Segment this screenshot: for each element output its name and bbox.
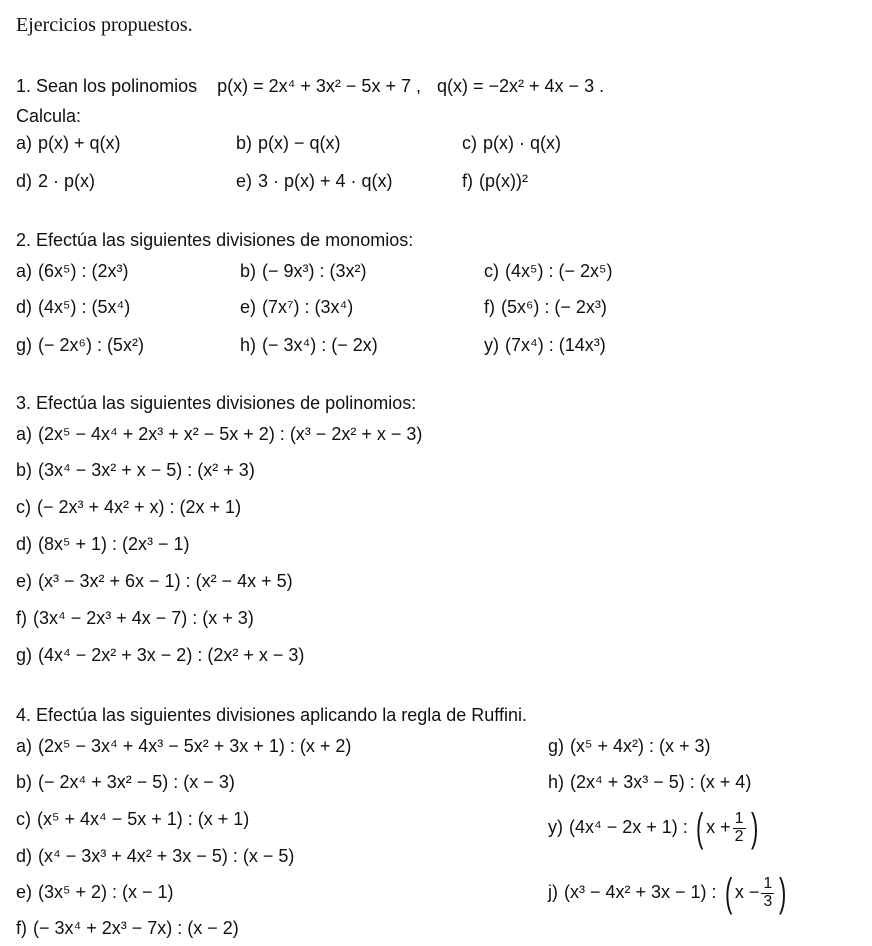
item-label: d)	[16, 297, 33, 317]
item-expr: 3 · p(x) + 4 · q(x)	[258, 171, 393, 191]
item-label: h)	[240, 335, 257, 355]
ex2-item-a	[16, 261, 128, 282]
right-paren: )	[779, 871, 787, 915]
item-label: e)	[16, 571, 33, 591]
ex4-item-d	[16, 846, 294, 867]
item-label: e)	[16, 882, 33, 902]
ex4-item-h	[548, 772, 751, 793]
item-label: a)	[16, 261, 33, 281]
ex3-item-e	[16, 571, 293, 592]
frac-prefix: x −	[734, 881, 760, 902]
ex3-header: 3. Efectúa las siguientes divisiones de polinomios:	[16, 393, 417, 413]
item-expr: (7x⁴) : (14x³)	[505, 335, 606, 355]
right-paren: )	[750, 806, 758, 850]
ex1-item-a	[16, 133, 121, 154]
item-label: a)	[16, 736, 33, 756]
item-expr: (2x⁵ − 3x⁴ + 4x³ − 5x² + 3x + 1) : (x + 2)	[38, 736, 352, 756]
ex1-item-f	[462, 171, 528, 192]
ex4-item-g	[548, 736, 711, 757]
item-label: f)	[16, 918, 27, 938]
item-expr: (4x⁴ − 2x + 1) :	[569, 816, 688, 837]
item-label: b)	[16, 772, 33, 792]
item-expr: (x³ − 3x² + 6x − 1) : (x² − 4x + 5)	[38, 571, 293, 591]
ex4-item-a	[16, 736, 351, 757]
item-label: f)	[462, 171, 473, 191]
ex4-item-j	[548, 873, 790, 913]
item-label: g)	[548, 736, 565, 756]
ex2-item-b	[240, 261, 367, 282]
ex1-item-c	[462, 133, 561, 154]
item-expr: (− 2x⁶) : (5x²)	[38, 335, 144, 355]
item-expr: (− 2x⁴ + 3x² − 5) : (x − 3)	[38, 772, 235, 792]
item-label: c)	[484, 261, 499, 281]
left-paren: (	[724, 871, 732, 915]
item-label: a)	[16, 133, 33, 153]
item-expr: (− 2x³ + 4x² + x) : (2x + 1)	[37, 497, 242, 517]
ex1-p-definition: p(x) = 2x⁴ + 3x² − 5x + 7 ,	[217, 76, 421, 96]
item-expr: (− 3x⁴) : (− 2x)	[262, 335, 378, 355]
item-expr: (− 3x⁴ + 2x³ − 7x) : (x − 2)	[33, 918, 239, 938]
item-label: c)	[462, 133, 477, 153]
fraction-denominator: 2	[734, 827, 744, 845]
item-expr: (2x⁴ + 3x³ − 5) : (x + 4)	[570, 772, 752, 792]
frac-prefix: x +	[706, 816, 731, 837]
ex3-item-g	[16, 645, 304, 666]
fraction-one-half	[733, 811, 746, 846]
item-expr: (4x⁴ − 2x² + 3x − 2) : (2x² + x − 3)	[38, 645, 305, 665]
ex2-item-f	[484, 297, 607, 318]
ex2-item-c	[484, 261, 612, 282]
item-label: y)	[484, 335, 499, 355]
item-label: b)	[16, 460, 33, 480]
ex4-item-b	[16, 772, 235, 793]
item-label: e)	[236, 171, 253, 191]
item-expr: 2 · p(x)	[38, 171, 96, 191]
item-expr: (x⁴ − 3x³ + 4x² + 3x − 5) : (x − 5)	[38, 846, 295, 866]
ex1-item-e	[236, 171, 393, 192]
item-label: j)	[548, 881, 558, 902]
ex3-item-b	[16, 460, 255, 481]
item-expr: (x³ − 4x² + 3x − 1) :	[564, 881, 717, 902]
ex2-item-e	[240, 297, 353, 318]
ex1-q-definition: q(x) = −2x² + 4x − 3 .	[437, 76, 605, 96]
ex1-header-line	[16, 76, 604, 97]
item-label: h)	[548, 772, 565, 792]
ex3-item-c	[16, 497, 241, 518]
ex1-header: 1. Sean los polinomios	[16, 76, 198, 96]
item-label: b)	[240, 261, 257, 281]
item-label: e)	[240, 297, 257, 317]
item-expr: (2x⁵ − 4x⁴ + 2x³ + x² − 5x + 2) : (x³ − 2x² + x − 3)	[38, 424, 423, 444]
item-label: g)	[16, 645, 33, 665]
item-expr: p(x) + q(x)	[38, 133, 121, 153]
ex4-item-f	[16, 918, 239, 939]
item-label: a)	[16, 424, 33, 444]
item-label: b)	[236, 133, 253, 153]
ex2-header: 2. Efectúa las siguientes divisiones de monomios:	[16, 230, 414, 250]
item-expr: (p(x))²	[479, 171, 528, 191]
item-expr: (4x⁵) : (5x⁴)	[38, 297, 131, 317]
item-label: f)	[484, 297, 495, 317]
item-expr: (6x⁵) : (2x³)	[38, 261, 129, 281]
ex2-item-y	[484, 335, 606, 356]
ex4-header: 4. Efectúa las siguientes divisiones aplicando la regla de Ruffini.	[16, 705, 527, 725]
item-expr: (x⁵ + 4x²) : (x + 3)	[570, 736, 711, 756]
page-title: Ejercicios propuestos.	[16, 14, 193, 36]
item-expr: (8x⁵ + 1) : (2x³ − 1)	[38, 534, 190, 554]
item-expr: (3x⁵ + 2) : (x − 1)	[38, 882, 174, 902]
item-expr: p(x) − q(x)	[258, 133, 341, 153]
item-label: c)	[16, 497, 31, 517]
left-paren: (	[695, 806, 704, 850]
ex3-item-f	[16, 608, 254, 629]
ex1-item-d	[16, 171, 95, 192]
item-expr: (3x⁴ − 3x² + x − 5) : (x² + 3)	[38, 460, 255, 480]
item-expr: (4x⁵) : (− 2x⁵)	[505, 261, 613, 281]
fraction-numerator: 1	[763, 874, 773, 892]
ex2-item-g	[16, 335, 144, 356]
item-label: d)	[16, 171, 33, 191]
item-expr: (3x⁴ − 2x³ + 4x − 7) : (x + 3)	[33, 608, 254, 628]
item-label: d)	[16, 534, 33, 554]
ex2-item-d	[16, 297, 130, 318]
item-expr: (x⁵ + 4x⁴ − 5x + 1) : (x + 1)	[37, 809, 250, 829]
fraction-numerator: 1	[734, 809, 744, 827]
item-expr: (7x⁷) : (3x⁴)	[262, 297, 354, 317]
item-label: y)	[548, 816, 563, 837]
ex1-calcula: Calcula:	[16, 106, 82, 126]
item-expr: (5x⁶) : (− 2x³)	[501, 297, 607, 317]
ex1-item-b	[236, 133, 341, 154]
fraction-denominator: 3	[763, 892, 773, 910]
ex3-item-a	[16, 424, 422, 445]
item-label: g)	[16, 335, 33, 355]
item-label: f)	[16, 608, 27, 628]
item-label: d)	[16, 846, 33, 866]
ex3-item-d	[16, 534, 190, 555]
ex4-item-e	[16, 882, 174, 903]
item-label: c)	[16, 809, 31, 829]
ex4-item-c	[16, 809, 249, 830]
ex2-item-h	[240, 335, 378, 356]
ex4-item-y	[548, 808, 761, 848]
item-expr: p(x) · q(x)	[483, 133, 561, 153]
item-expr: (− 9x³) : (3x²)	[262, 261, 367, 281]
fraction-one-third	[761, 876, 774, 911]
